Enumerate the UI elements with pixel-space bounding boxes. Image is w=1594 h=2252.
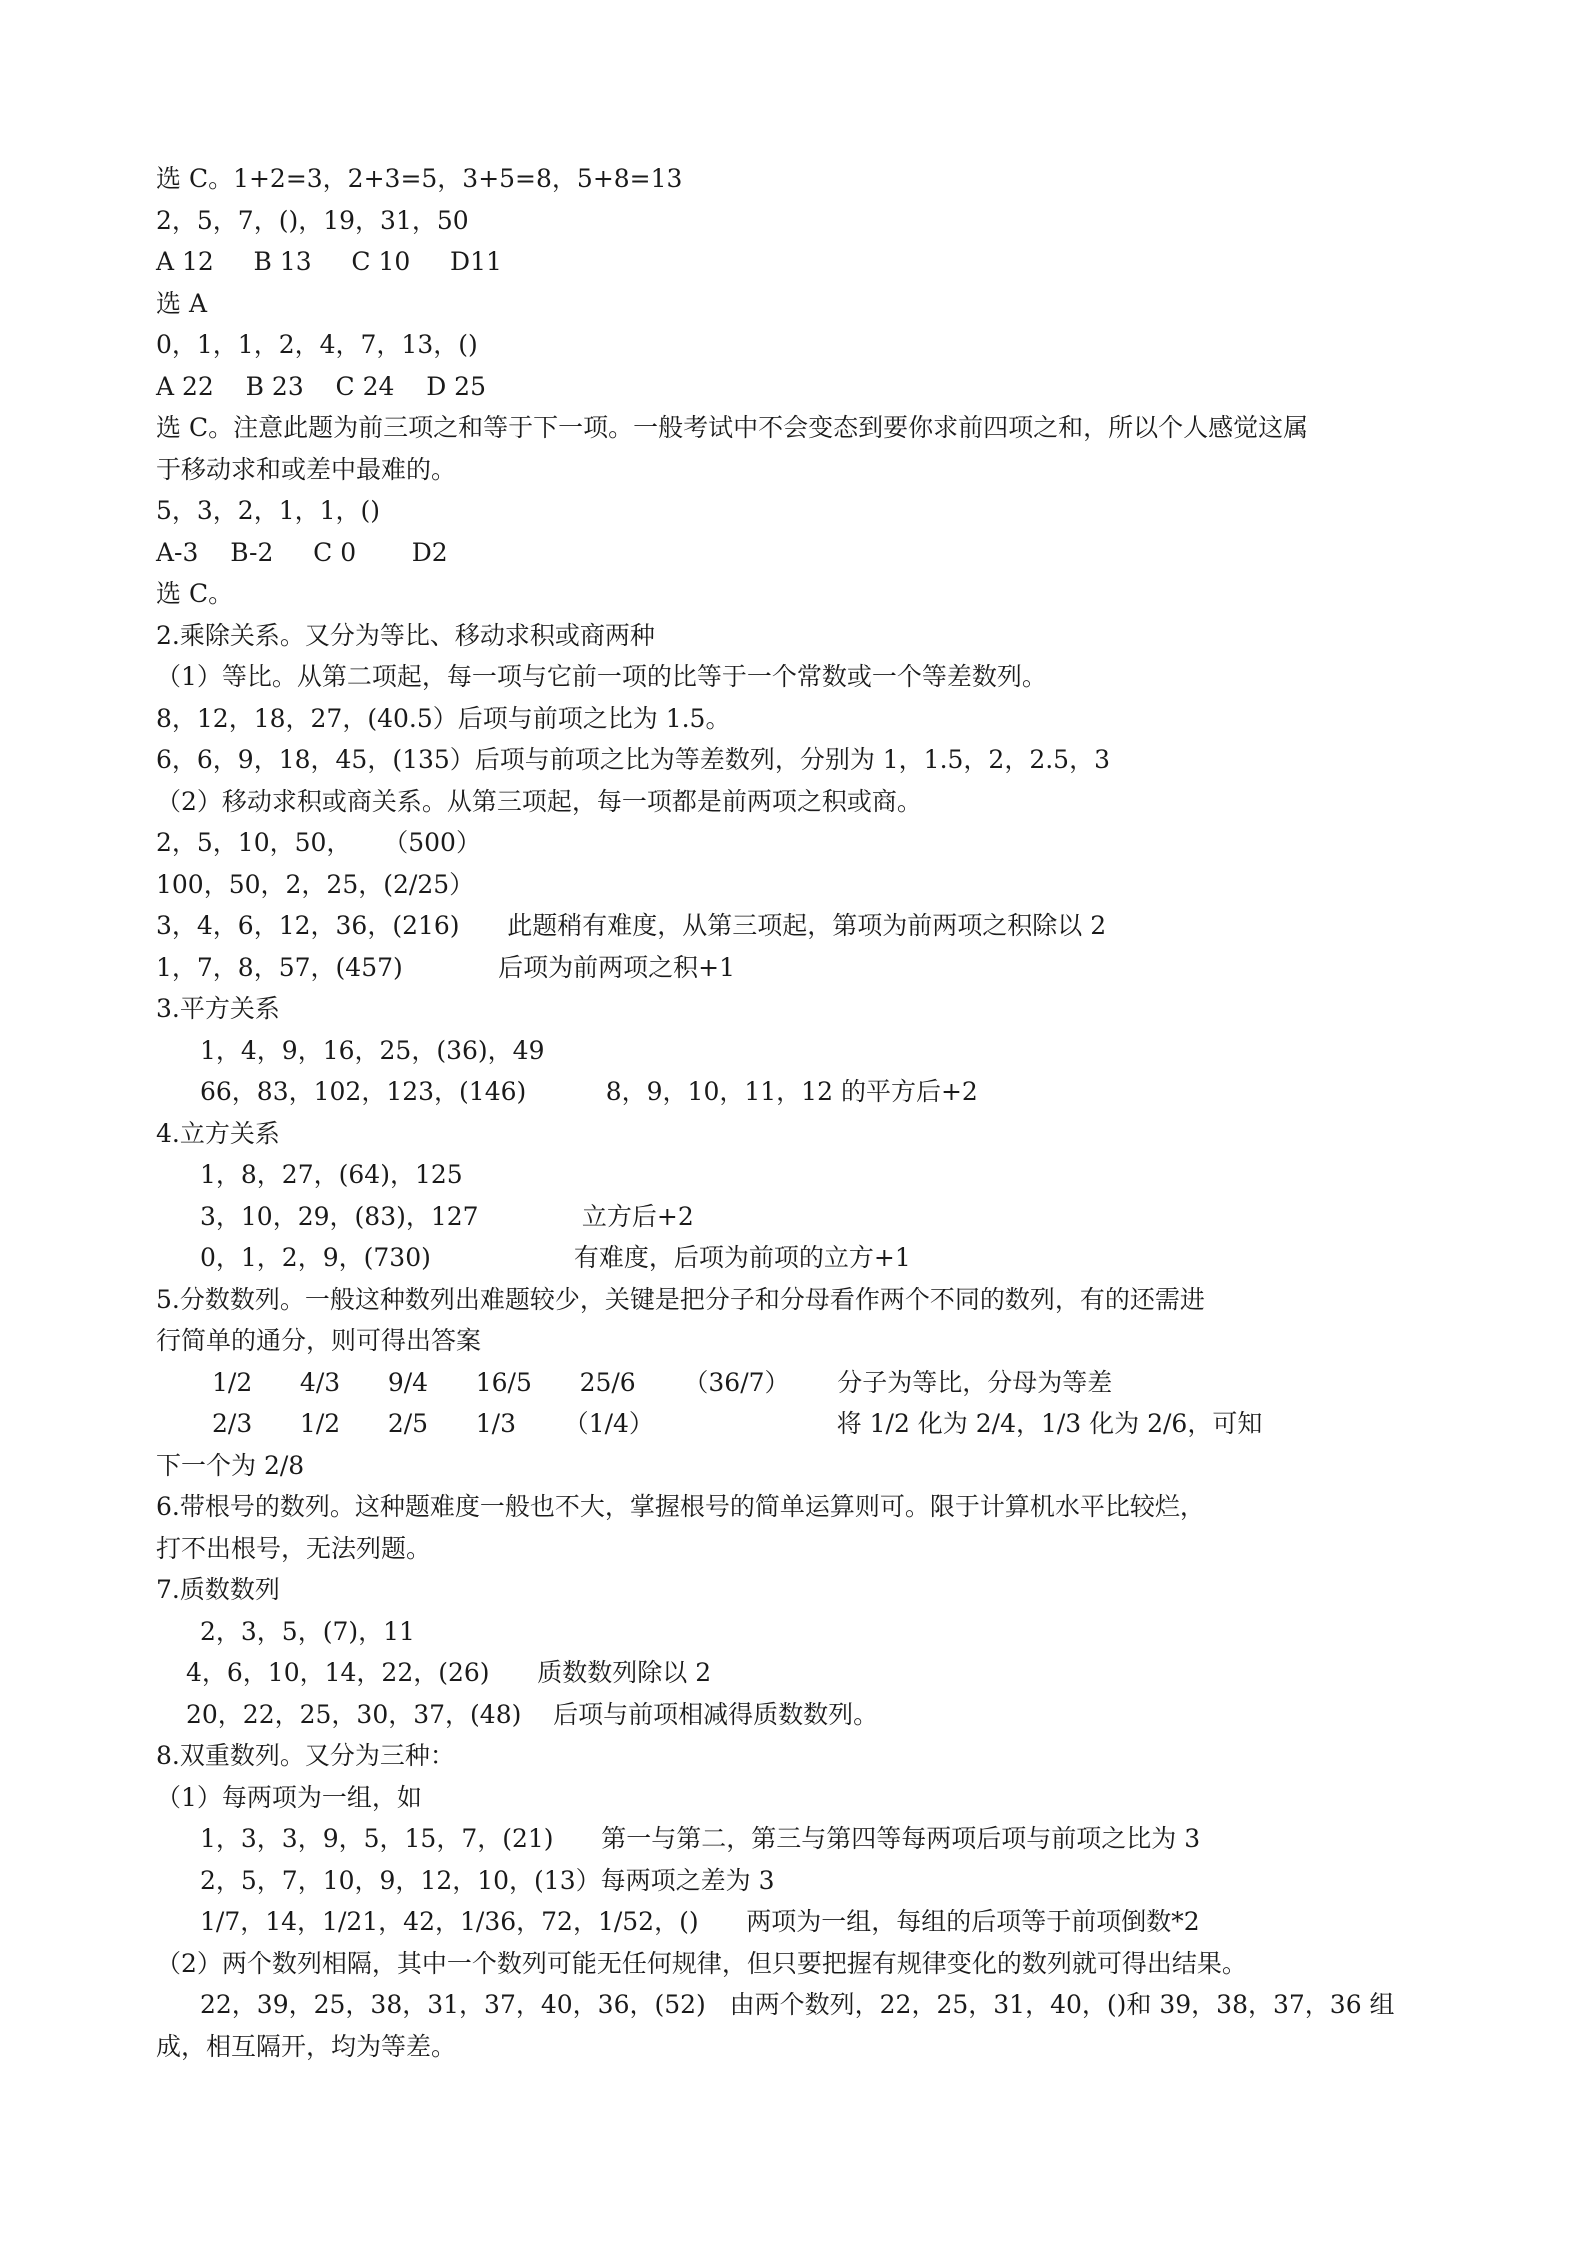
text-line: 20，22，25，30，37，(48) 后项与前项相减得质数数列。 xyxy=(186,1700,879,1729)
section-heading: 8.双重数列。又分为三种： xyxy=(156,1741,455,1770)
text-line: 1，8，27，(64)，125 xyxy=(200,1160,463,1189)
text-line: （1）等比。从第二项起，每一项与它前一项的比等于一个常数或一个等差数列。 xyxy=(156,662,1047,691)
section-heading: 4.立方关系 xyxy=(156,1119,280,1148)
section-heading: 2.乘除关系。又分为等比、移动求积或商两种 xyxy=(156,621,655,650)
text-line: 3，10，29，(83)，127 立方后+2 xyxy=(200,1202,694,1231)
text-line: 选 C。 xyxy=(156,579,234,608)
text-line: 22，39，25，38，31，37，40，36，(52) 由两个数列，22，25，31，40，()和 39，38，37，36 组 xyxy=(200,1990,1395,2019)
text-line: 1，3，3，9，5，15，7，(21) 第一与第二，第三与第四等每两项后项与前项之比为 3 xyxy=(200,1824,1201,1853)
text-line: 2，5，7，10，9，12，10，(13）每两项之差为 3 xyxy=(200,1866,775,1895)
text-line: （2）两个数列相隔，其中一个数列可能无任何规律，但只要把握有规律变化的数列就可得出结果。 xyxy=(156,1949,1247,1978)
text-line: （1）每两项为一组，如 xyxy=(156,1783,422,1812)
text-line: 1/2 4/3 9/4 16/5 25/6 （36/7） 分子为等比，分母为等差 xyxy=(212,1368,1113,1397)
text-line: 1，4，9，16，25，(36)，49 xyxy=(200,1036,545,1065)
text-line: 选 A xyxy=(156,289,208,318)
text-line: 5，3，2，1，1，() xyxy=(156,496,381,525)
text-line: 0，1，1，2，4，7，13，() xyxy=(156,330,478,359)
text-line: 于移动求和或差中最难的。 xyxy=(156,455,457,484)
text-line: 下一个为 2/8 xyxy=(156,1451,305,1480)
section-heading: 5.分数数列。一般这种数列出难题较少，关键是把分子和分母看作两个不同的数列，有的还需进 xyxy=(156,1285,1205,1314)
text-line: 4，6，10，14，22，(26) 质数数列除以 2 xyxy=(186,1658,712,1687)
text-line: 8，12，18，27，(40.5）后项与前项之比为 1.5。 xyxy=(156,704,731,733)
text-line: 0，1，2，9，(730) 有难度，后项为前项的立方+1 xyxy=(200,1243,911,1272)
text-line: 打不出根号，无法列题。 xyxy=(156,1534,432,1563)
text-line: 选 C。注意此题为前三项之和等于下一项。一般考试中不会变态到要你求前四项之和，所以个人感觉这属 xyxy=(156,413,1309,442)
text-line: 成，相互隔开，均为等差。 xyxy=(156,2032,457,2061)
text-line: 2，5，7，()，19，31，50 xyxy=(156,206,469,235)
text-line: 100，50，2，25，(2/25） xyxy=(156,870,475,899)
text-line: 行简单的通分，则可得出答案 xyxy=(156,1326,482,1355)
text-line: 1/7，14，1/21，42，1/36，72，1/52，() 两项为一组，每组的后项等于前项倒数*2 xyxy=(200,1907,1200,1936)
text-line: A 22 B 23 C 24 D 25 xyxy=(156,372,486,401)
text-line: 1，7，8，57，(457) 后项为前两项之积+1 xyxy=(156,953,735,982)
section-heading: 6.带根号的数列。这种题难度一般也不大，掌握根号的简单运算则可。限于计算机水平比较烂， xyxy=(156,1492,1205,1521)
text-line: 选 C。1+2=3，2+3=5，3+5=8，5+8=13 xyxy=(156,164,683,193)
section-heading: 7.质数数列 xyxy=(156,1575,280,1604)
text-line: 3，4，6，12，36，(216) 此题稍有难度，从第三项起，第项为前两项之积除以 2 xyxy=(156,911,1107,940)
text-line: 66，83，102，123，(146) 8，9，10，11，12 的平方后+2 xyxy=(200,1077,978,1106)
text-line: （2）移动求积或商关系。从第三项起，每一项都是前两项之积或商。 xyxy=(156,787,922,816)
text-line: A 12 B 13 C 10 D11 xyxy=(156,247,502,276)
text-line: 2/3 1/2 2/5 1/3 （1/4） 将 1/2 化为 2/4，1/3 化为 2/6，可知 xyxy=(212,1409,1263,1438)
text-line: A-3 B-2 C 0 D2 xyxy=(156,538,448,567)
text-line: 2，5，10，50， （500） xyxy=(156,828,481,857)
text-line: 6，6，9，18，45，(135）后项与前项之比为等差数列，分别为 1，1.5，2，2.5，3 xyxy=(156,745,1110,774)
text-line: 2，3，5，(7)，11 xyxy=(200,1617,415,1646)
section-heading: 3.平方关系 xyxy=(156,994,280,1023)
